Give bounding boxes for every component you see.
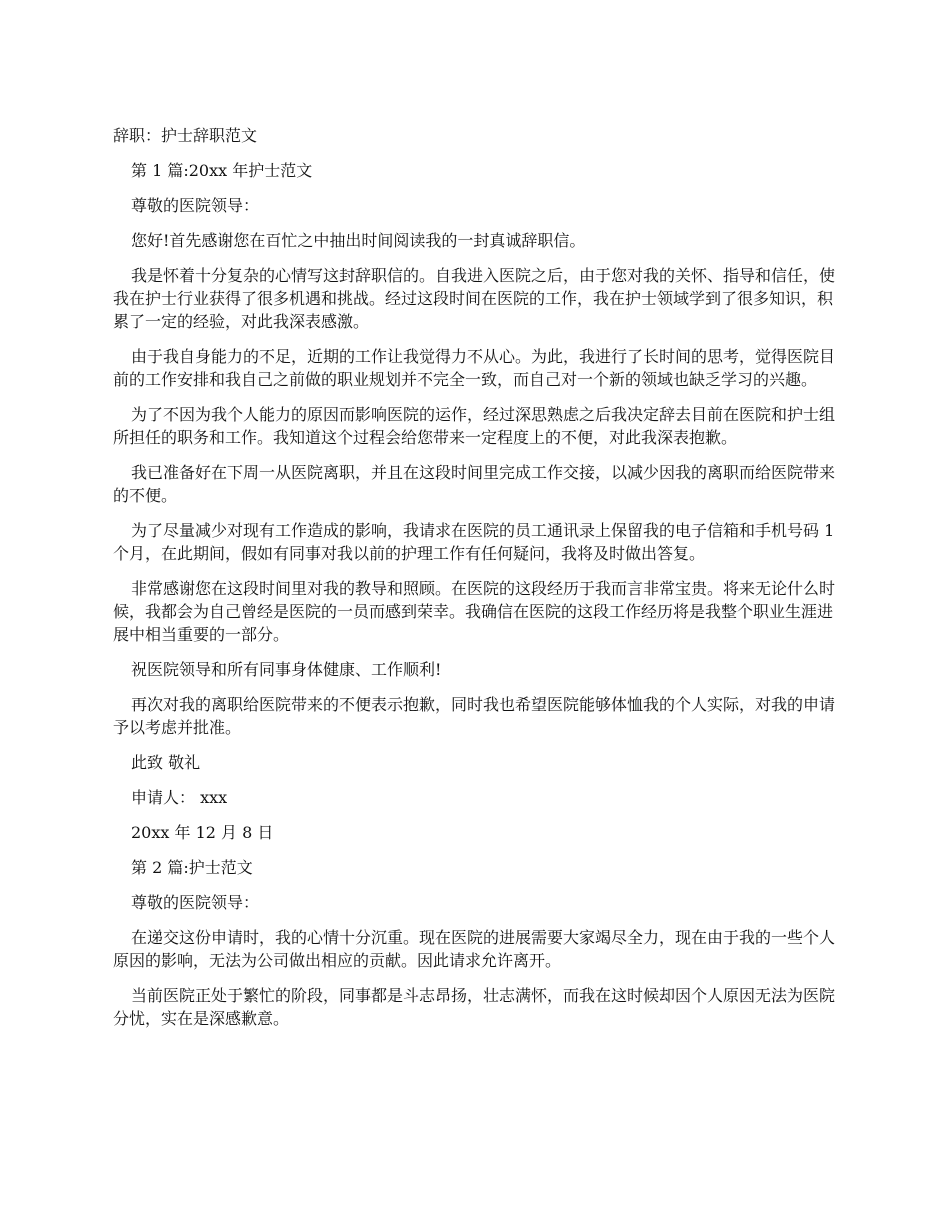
paragraph: 祝医院领导和所有同事身体健康、工作顺利!: [131, 660, 442, 679]
salutation: 尊敬的医院领导：: [131, 893, 260, 912]
date-line: 20xx 年 12 月 8 日: [131, 823, 274, 842]
paragraph: 由于我自身能力的不足，近期的工作让我觉得力不从心。为此，我进行了长时间的思考，觉得医院目前的工作安排和我自己之前做的职业规划并不完全一致，而自己对一个新的领域也缺乏学习的兴趣。: [113, 347, 836, 389]
paragraph: 再次对我的离职给医院带来的不便表示抱歉，同时我也希望医院能够体恤我的个人实际，对我的申请予以考虑并批准。: [113, 695, 836, 737]
paragraph: 我是怀着十分复杂的心情写这封辞职信的。自我进入医院之后，由于您对我的关怀、指导和信任，使我在护士行业获得了很多机遇和挑战。经过这段时间在医院的工作，我在护士领域学到了很多知识，积累了一定的经验，对此我深表感激。: [113, 266, 836, 331]
paragraph: 当前医院正处于繁忙的阶段，同事都是斗志昂扬，壮志满怀，而我在这时候却因个人原因无法为医院分忧，实在是深感歉意。: [113, 986, 836, 1028]
paragraph: 为了不因为我个人能力的原因而影响医院的运作，经过深思熟虑之后我决定辞去目前在医院和护士组所担任的职务和工作。我知道这个过程会给您带来一定程度上的不便，对此我深表抱歉。: [113, 405, 836, 447]
section-heading-1: 第 1 篇:20xx 年护士范文: [131, 161, 313, 180]
section-heading-2: 第 2 篇:护士范文: [131, 858, 253, 877]
paragraph: 您好!首先感谢您在百忙之中抽出时间阅读我的一封真诚辞职信。: [131, 231, 586, 250]
paragraph: 我已准备好在下周一从医院离职，并且在这段时间里完成工作交接，以减少因我的离职而给医院带来的不便。: [113, 463, 836, 505]
closing: 此致 敬礼: [131, 753, 201, 772]
document-body: [113, 124, 843, 1042]
applicant-line: 申请人： xxx: [131, 788, 228, 807]
salutation: 尊敬的医院领导：: [131, 196, 260, 215]
paragraph: 非常感谢您在这段时间里对我的教导和照顾。在医院的这段经历于我而言非常宝贵。将来无论什么时候，我都会为自己曾经是医院的一员而感到荣幸。我确信在医院的这段工作经历将是我整个职业生涯进展中相当重要的一部分。: [113, 579, 836, 644]
paragraph: 在递交这份申请时，我的心情十分沉重。现在医院的进展需要大家竭尽全力，现在由于我的一些个人原因的影响，无法为公司做出相应的贡献。因此请求允许离开。: [113, 928, 836, 970]
document-title: 辞职：护士辞职范文: [113, 126, 258, 145]
paragraph: 为了尽量减少对现有工作造成的影响，我请求在医院的员工通讯录上保留我的电子信箱和手机号码 1 个月，在此期间，假如有同事对我以前的护理工作有任何疑问，我将及时做出答复。: [113, 521, 835, 563]
